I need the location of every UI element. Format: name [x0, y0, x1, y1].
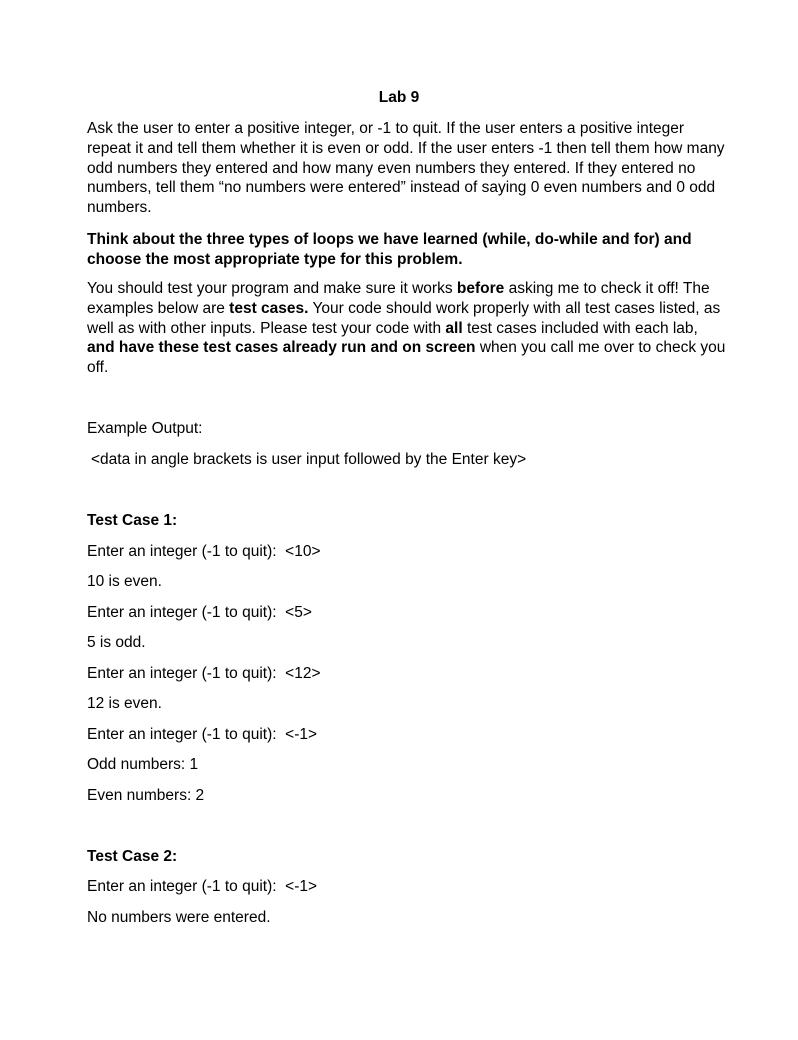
example-output-label: Example Output:: [87, 420, 203, 437]
test-case-1-heading: Test Case 1:: [87, 512, 178, 529]
test-case-1-line: Even numbers: 2: [87, 787, 205, 804]
testing-paragraph: [87, 279, 727, 378]
page-title: Lab 9: [378, 89, 420, 106]
testing-text: test cases included with each lab,: [462, 319, 698, 337]
test-case-1-line: 5 is odd.: [87, 634, 146, 651]
example-output-note: <data in angle brackets is user input followed by the Enter key>: [91, 451, 527, 468]
testing-text: asking me to check it off! The examples below are: [87, 280, 710, 317]
test-case-1-line: 10 is even.: [87, 573, 162, 590]
testing-text: Your code should work properly with all test cases listed, as well as with other inputs. Please test your code with: [87, 299, 721, 337]
test-case-2-line: No numbers were entered.: [87, 909, 271, 926]
testing-text: You should test your program and make sure it works: [87, 280, 457, 297]
testing-text: when you call me over to check you off.: [87, 339, 726, 377]
test-case-1-line: Enter an integer (-1 to quit): <-1>: [87, 726, 318, 743]
test-case-1-line: Odd numbers: 1: [87, 756, 199, 773]
testing-emphasis: and have these test cases already run and on screen: [87, 339, 476, 357]
test-case-1-line: Enter an integer (-1 to quit): <5>: [87, 604, 312, 621]
testing-emphasis: test cases.: [229, 299, 309, 317]
test-case-1-line: Enter an integer (-1 to quit): <12>: [87, 665, 321, 682]
test-case-1-line: 12 is even.: [87, 695, 162, 712]
testing-emphasis: before: [456, 280, 505, 297]
loop-types-paragraph: Think about the three types of loops we have learned (while, do-while and for) and choose the most appropriate type for this problem.: [87, 231, 692, 268]
test-case-2-heading: Test Case 2:: [87, 848, 178, 865]
test-case-2-line: Enter an integer (-1 to quit): <-1>: [87, 878, 318, 895]
instructions-paragraph: Ask the user to enter a positive integer, or -1 to quit. If the user enters a positive integer repeat it and tell them whether it is even or odd. If the user enters -1 then tell them how many odd numbers they entered and how many even numbers they entered. If they entered no numbers, tell them “no numbers were entered” instead of saying 0 even numbers and 0 odd numbers.: [87, 120, 725, 217]
testing-emphasis: all: [445, 319, 463, 337]
test-case-1-line: Enter an integer (-1 to quit): <10>: [87, 543, 321, 560]
